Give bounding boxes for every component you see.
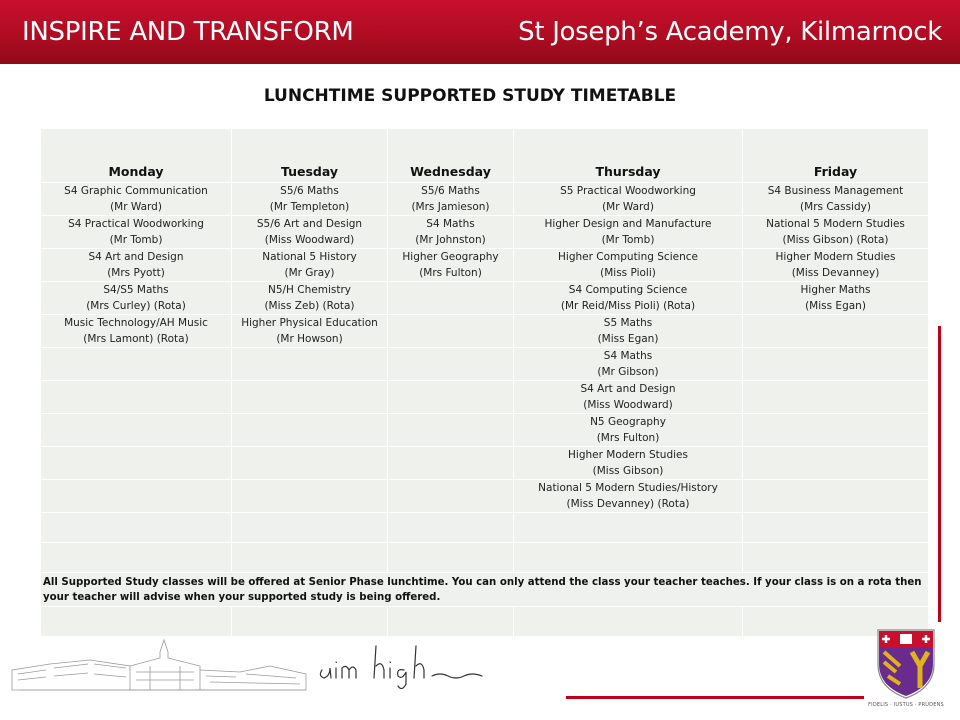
class-teacher: (Miss Pioli) (600, 267, 656, 279)
timetable-cell-tuesday (232, 381, 388, 414)
class-subject: Music Technology/AH Music (64, 317, 208, 329)
class-subject: N5 Geography (590, 416, 666, 428)
timetable-cell-monday (41, 447, 232, 480)
class-teacher: (Mr Gray) (284, 267, 335, 279)
timetable-empty-cell (41, 513, 232, 543)
timetable-cell-wednesday (388, 381, 514, 414)
timetable-cell-monday (41, 381, 232, 414)
timetable-cell-tuesday (232, 480, 388, 513)
timetable-cell-wednesday (388, 282, 514, 315)
school-crest-logo (874, 626, 938, 700)
header-wednesday: Wednesday (388, 129, 514, 183)
class-teacher: (Mr Ward) (110, 201, 162, 213)
class-subject: Higher Modern Studies (568, 449, 688, 461)
class-subject: National 5 Modern Studies/History (538, 482, 718, 494)
class-teacher: (Miss Zeb) (Rota) (264, 300, 355, 312)
timetable-cell-thursday (514, 282, 743, 315)
timetable-cell-tuesday (232, 183, 388, 216)
header-friday: Friday (743, 129, 929, 183)
class-subject: S4 Graphic Communication (64, 185, 208, 197)
class-subject: S5 Practical Woodworking (560, 185, 696, 197)
timetable-cell-tuesday (232, 249, 388, 282)
class-teacher: (Mr Reid/Miss Pioli) (Rota) (560, 300, 696, 312)
timetable-cell-friday (743, 216, 929, 249)
timetable-cell-friday (743, 348, 929, 381)
timetable-row (41, 315, 929, 348)
timetable-empty-cell (514, 513, 743, 543)
timetable-empty-cell (514, 607, 743, 637)
timetable-cell-monday (41, 414, 232, 447)
class-subject: Higher Physical Education (241, 317, 378, 329)
timetable-empty-cell (388, 607, 514, 637)
timetable-row (41, 381, 929, 414)
timetable-row (41, 348, 929, 381)
class-subject: S4 Practical Woodworking (68, 218, 204, 230)
class-teacher: (Mr Tomb) (109, 234, 163, 246)
timetable-empty-cell (514, 543, 743, 573)
timetable-cell-wednesday (388, 216, 514, 249)
class-teacher: (Miss Woodward) (583, 399, 673, 411)
timetable-cell-tuesday (232, 315, 388, 348)
timetable-cell-thursday (514, 414, 743, 447)
timetable-cell-friday (743, 183, 929, 216)
timetable-cell-monday (41, 216, 232, 249)
class-subject: S5/6 Art and Design (256, 218, 363, 230)
class-subject: Higher Design and Manufacture (544, 218, 712, 230)
timetable-cell-tuesday (232, 447, 388, 480)
class-teacher: (Miss Egan) (597, 333, 659, 345)
timetable-empty-row (41, 543, 929, 573)
class-teacher: (Mr Howson) (276, 333, 343, 345)
timetable-empty-cell (388, 513, 514, 543)
timetable-cell-monday (41, 183, 232, 216)
class-subject: S4/S5 Maths (103, 284, 169, 296)
timetable-body (41, 129, 929, 637)
timetable-cell-monday (41, 348, 232, 381)
timetable-empty-cell (232, 543, 388, 573)
timetable-cell-friday (743, 447, 929, 480)
class-subject: S4 Art and Design (580, 383, 676, 395)
header-monday: Monday (41, 129, 232, 183)
timetable-empty-cell (743, 513, 929, 543)
timetable-cell-friday (743, 315, 929, 348)
accent-line-horizontal (566, 696, 864, 699)
timetable-cell-wednesday (388, 414, 514, 447)
class-subject: National 5 Modern Studies (766, 218, 905, 230)
class-subject: S5 Maths (603, 317, 653, 329)
class-teacher: (Mrs Lamont) (Rota) (83, 333, 189, 345)
timetable-cell-tuesday (232, 282, 388, 315)
class-teacher: (Miss Gibson) (Rota) (782, 234, 889, 246)
class-subject: Higher Maths (800, 284, 871, 296)
class-subject: N5/H Chemistry (267, 284, 351, 296)
timetable-cell-monday (41, 282, 232, 315)
class-teacher: (Miss Devanney) (Rota) (566, 498, 690, 510)
timetable-note: All Supported Study classes will be offered at Senior Phase lunchtime. You can only attend the class your teacher teaches. If your class is on a rota then your teacher will advise when your supported study is being offered. (41, 573, 929, 607)
timetable-cell-wednesday (388, 348, 514, 381)
timetable-row (41, 414, 929, 447)
class-subject: S4 Computing Science (568, 284, 688, 296)
class-teacher: (Mr Templeton) (269, 201, 350, 213)
timetable-cell-wednesday (388, 249, 514, 282)
school-building-sketch (10, 630, 310, 692)
class-teacher: (Mr Gibson) (597, 366, 659, 378)
class-teacher: (Mrs Fulton) (596, 432, 660, 444)
timetable-cell-wednesday (388, 447, 514, 480)
class-subject: Higher Geography (402, 251, 499, 263)
timetable-row (41, 183, 929, 216)
timetable-cell-thursday (514, 480, 743, 513)
banner-school-name: St Joseph’s Academy, Kilmarnock (518, 17, 942, 47)
timetable-empty-cell (743, 543, 929, 573)
class-teacher: (Mrs Pyott) (107, 267, 165, 279)
timetable-cell-thursday (514, 348, 743, 381)
timetable-cell-friday (743, 480, 929, 513)
timetable-row (41, 216, 929, 249)
timetable-cell-thursday (514, 447, 743, 480)
timetable-cell-monday (41, 249, 232, 282)
class-teacher: (Mr Johnston) (415, 234, 486, 246)
timetable-empty-cell (388, 543, 514, 573)
class-subject: Higher Computing Science (558, 251, 698, 263)
timetable-cell-friday (743, 249, 929, 282)
timetable-row (41, 447, 929, 480)
timetable-row (41, 480, 929, 513)
header-thursday: Thursday (514, 129, 743, 183)
class-subject: S4 Maths (426, 218, 475, 230)
class-subject: S4 Business Management (767, 185, 904, 197)
class-teacher: (Mrs Cassidy) (800, 201, 871, 213)
timetable-header-row (41, 129, 929, 183)
timetable-cell-tuesday (232, 216, 388, 249)
header-banner (0, 0, 960, 64)
class-subject: S4 Art and Design (88, 251, 184, 263)
timetable-cell-friday (743, 282, 929, 315)
class-teacher: (Miss Egan) (805, 300, 866, 312)
class-teacher: (Mr Ward) (602, 201, 654, 213)
timetable-cell-friday (743, 414, 929, 447)
timetable-cell-wednesday (388, 480, 514, 513)
class-teacher: (Mrs Jamieson) (411, 201, 490, 213)
accent-line-vertical (938, 326, 941, 622)
timetable-cell-wednesday (388, 315, 514, 348)
class-subject: S4 Maths (603, 350, 653, 362)
timetable-cell-thursday (514, 249, 743, 282)
timetable-empty-cell (232, 513, 388, 543)
aim-high-signature (316, 636, 496, 692)
timetable-cell-thursday (514, 216, 743, 249)
class-subject: S5/6 Maths (280, 185, 339, 197)
timetable-cell-thursday (514, 381, 743, 414)
timetable-cell-monday (41, 480, 232, 513)
page-title: LUNCHTIME SUPPORTED STUDY TIMETABLE (263, 86, 677, 106)
timetable-cell-tuesday (232, 348, 388, 381)
class-teacher: (Miss Woodward) (264, 234, 355, 246)
timetable-cell-wednesday (388, 183, 514, 216)
timetable-note-row (41, 573, 929, 607)
timetable-empty-cell (41, 543, 232, 573)
crest-motto: FIDELIS · IUSTUS · PRUDENS (868, 702, 944, 708)
class-teacher: (Miss Gibson) (592, 465, 664, 477)
timetable-row (41, 282, 929, 315)
timetable-empty-row (41, 513, 929, 543)
banner-motto: INSPIRE AND TRANSFORM (22, 17, 354, 47)
timetable-cell-tuesday (232, 414, 388, 447)
class-subject: S5/6 Maths (421, 185, 480, 197)
class-teacher: (Miss Devanney) (791, 267, 880, 279)
class-teacher: (Mrs Fulton) (419, 267, 482, 279)
class-teacher: (Mr Tomb) (601, 234, 655, 246)
class-teacher: (Mrs Curley) (Rota) (86, 300, 186, 312)
class-subject: Higher Modern Studies (775, 251, 896, 263)
timetable (40, 128, 929, 637)
header-tuesday: Tuesday (232, 129, 388, 183)
timetable-cell-thursday (514, 315, 743, 348)
class-subject: National 5 History (262, 251, 357, 263)
timetable-cell-friday (743, 381, 929, 414)
timetable-cell-thursday (514, 183, 743, 216)
timetable-cell-monday (41, 315, 232, 348)
timetable-row (41, 249, 929, 282)
